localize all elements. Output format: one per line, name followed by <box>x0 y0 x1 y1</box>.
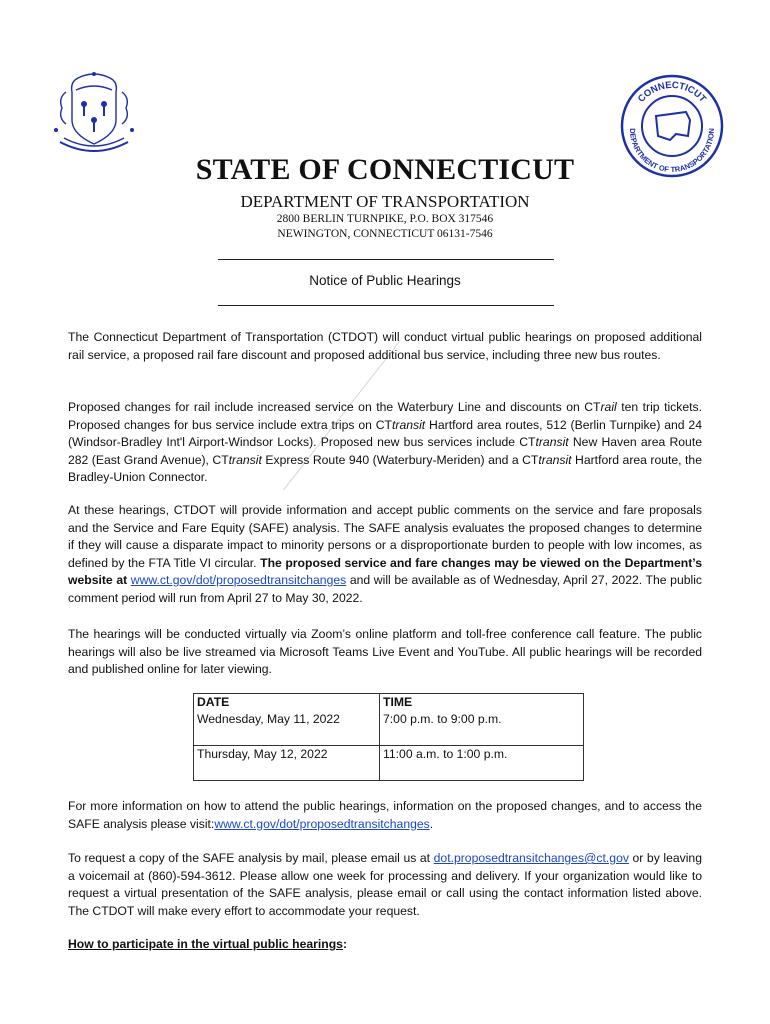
hearing-date: Thursday, May 12, 2022 <box>194 746 380 781</box>
website-link[interactable]: www.ct.gov/dot/proposedtransitchanges <box>130 573 347 587</box>
date-header: DATE <box>194 694 380 712</box>
text: New Haven area Route 282 (East Grand Avenue), CT <box>68 435 702 467</box>
divider-bottom <box>218 305 554 306</box>
ct-transit: transit <box>228 452 262 467</box>
hearing-time: 7:00 p.m. to 9:00 p.m. <box>380 711 584 746</box>
email-link[interactable]: dot.proposedtransitchanges@ct.gov <box>433 851 629 865</box>
letterhead <box>0 152 770 242</box>
subheading-text: How to participate in the virtual public hearings <box>68 937 343 951</box>
text: To request a copy of the SAFE analysis by mail, please email us at <box>68 851 434 865</box>
text: Proposed changes for rail include increased service on the Waterbury Line and discounts on CT <box>68 400 601 414</box>
paragraph-more-info <box>68 798 702 833</box>
subheading-colon: : <box>342 937 347 951</box>
department-title: DEPARTMENT OF TRANSPORTATION <box>240 192 530 211</box>
text: For more information on how to attend the public hearings, information on the proposed changes, and to access the SAFE analysis please visit: <box>68 799 702 831</box>
address-line-2: NEWINGTON, CONNECTICUT 06131-7546 <box>277 228 493 240</box>
ct-transit: transit <box>392 417 426 432</box>
participation-subheading <box>68 937 347 951</box>
state-seal-logo <box>48 68 140 160</box>
seal-bottom-text: DEPARTMENT OF TRANSPORTATION <box>627 128 717 175</box>
paragraph-intro: The Connecticut Department of Transportation (CTDOT) will conduct virtual public hearings on proposed additional rail service, a proposed rail fare discount and proposed additional bus service, including three new bus routes. <box>68 330 702 362</box>
text: and will be available as of Wednesday, April 27, 2022. The public comment period will run from April 27 to May 30, 2022. <box>68 573 703 605</box>
website-link[interactable]: www.ct.gov/dot/proposedtransitchanges <box>214 816 430 831</box>
text: Express Route 940 (Waterbury-Meriden) and a CT <box>261 452 539 467</box>
hearing-date: Wednesday, May 11, 2022 <box>194 711 380 746</box>
text: Hartford area routes, 512 (Berlin Turnpike) and 24 (Windsor-Bradley Int'l Airport-Windsor Locks). Proposed new bus services include CT <box>68 417 702 449</box>
text: . <box>429 816 434 831</box>
paragraph-proposed-changes <box>68 399 702 487</box>
table-header-row <box>194 694 584 712</box>
paragraph-hearing-info <box>68 502 702 607</box>
text: Hartford area route, the Bradley-Union Connector. <box>68 452 702 484</box>
paragraph-request-copy <box>68 850 702 920</box>
seal-top-text: CONNECTICUT <box>635 79 709 105</box>
ct-transit: transit <box>538 452 572 467</box>
bold-notice: The proposed service and fare changes may be viewed on the Department’s website at <box>68 555 702 587</box>
table-row <box>194 711 584 746</box>
time-header: TIME <box>380 694 584 712</box>
state-title: STATE OF CONNECTICUT <box>195 153 575 186</box>
ct-transit: transit <box>535 435 569 449</box>
address-line-1: 2800 BERLIN TURNPIKE, P.O. BOX 317546 <box>276 213 494 225</box>
paragraph-virtual: The hearings will be conducted virtually via Zoom’s online platform and toll-free conference call feature. The public hearings will also be live streamed via Microsoft Teams Live Event and YouTube. All public hearings will be recorded and published online for later viewing. <box>68 627 702 676</box>
notice-title: Notice of Public Hearings <box>309 273 461 288</box>
text: At these hearings, CTDOT will provide information and accept public comments on the service and fare proposals and the Service and Fare Equity (SAFE) analysis. The SAFE analysis evaluates the proposed changes to determine if they will cause a disparate impact to minority persons or a disproportionate burden to people with low incomes, as defined by the FTA Title VI circular. <box>68 503 702 570</box>
hearing-schedule-table <box>193 693 584 781</box>
text: or by leaving a voicemail at (860)-594-3612. Please allow one week for processing and delivery. If your organization would like to request a virtual presentation of the SAFE analysis, please email or call using the contact information listed above. The CTDOT will make every effort to accommodate your request. <box>68 851 702 918</box>
ct-rail: rail <box>600 400 617 414</box>
text: ten trip tickets. Proposed changes for bus service include extra trips on CT <box>68 400 702 432</box>
divider-top <box>218 259 554 260</box>
hearing-time: 11:00 a.m. to 1:00 p.m. <box>380 746 584 781</box>
table-row <box>194 746 584 781</box>
